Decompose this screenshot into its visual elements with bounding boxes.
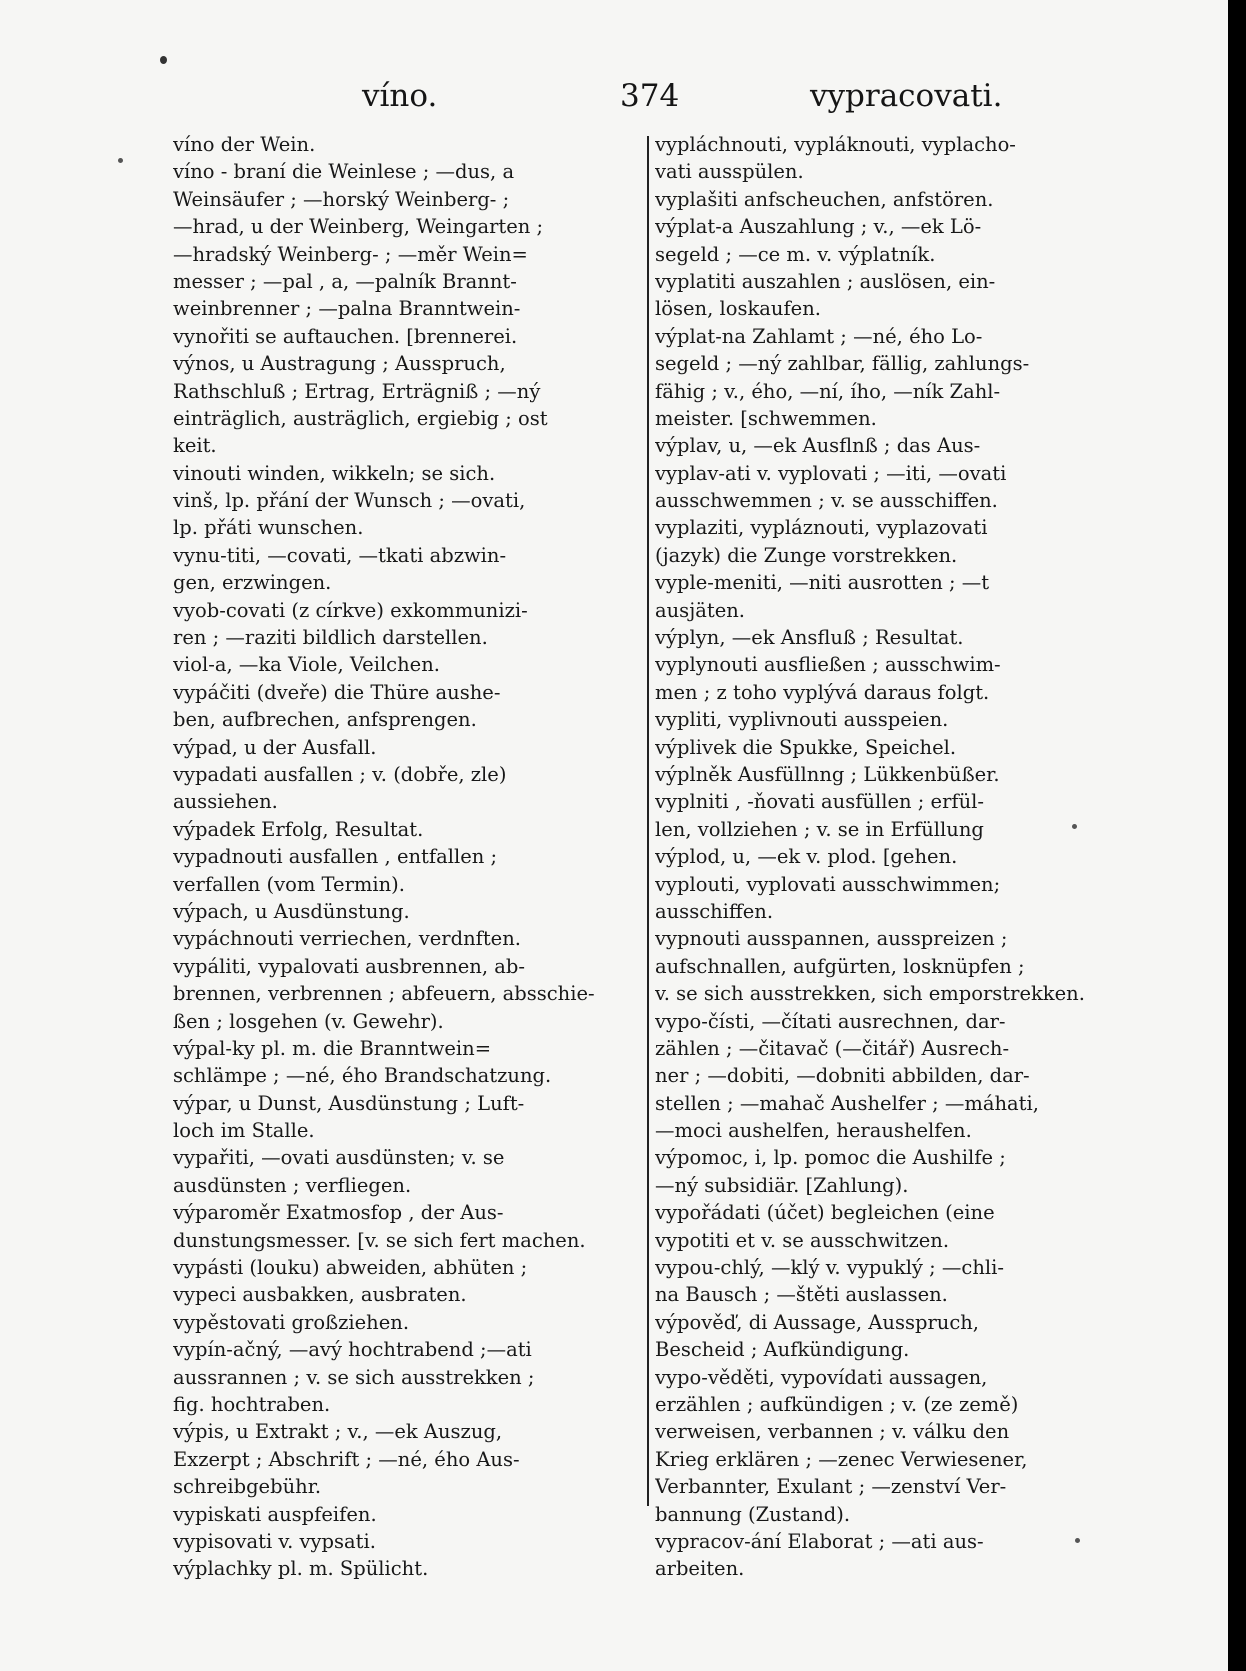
entry-line: výpověď, di Aussage, Ausspruch, — [655, 1310, 980, 1334]
entry-line: vypliti, vyplivnouti ausspeien. — [655, 708, 949, 732]
entry-line: na Bausch ; —štěti auslassen. — [655, 1283, 948, 1307]
entry-line: vyplaziti, vypláznouti, vyplazovati — [655, 516, 988, 540]
entry-line: schreibgebühr. — [173, 1475, 322, 1499]
entry-line: Weinsäufer ; —horský Weinberg- ; — [173, 187, 510, 211]
running-head — [0, 78, 1228, 118]
entry-line: vypáchnouti verriechen, verdnften. — [173, 927, 521, 951]
entry-line: zählen ; —čitavač (—čitář) Ausrech- — [655, 1036, 1010, 1060]
column-divider — [647, 136, 649, 1506]
entry-line: vinouti winden, wikkeln; se sich. — [173, 461, 496, 485]
entry-line: len, vollziehen ; v. se in Erfüllung — [655, 817, 984, 841]
entry-line: vati ausspülen. — [655, 160, 804, 184]
entry-line: vynu-titi, —covati, —tkati abzwin- — [173, 543, 507, 567]
entry-line: vypo-věděti, vypovídati aussagen, — [655, 1365, 988, 1389]
entry-line: gen, erzwingen. — [173, 571, 332, 595]
entry-line: ausschwemmen ; v. se ausschiffen. — [655, 489, 998, 513]
scan-edge — [1228, 0, 1246, 1671]
entry-line: ner ; —dobiti, —dobniti abbilden, dar- — [655, 1064, 1030, 1088]
entry-line: lp. přáti wunschen. — [173, 516, 364, 540]
entry-line: erzählen ; aufkündigen ; v. (ze země) — [655, 1392, 1019, 1416]
entry-line: viol-a, —ka Viole, Veilchen. — [173, 653, 440, 677]
entry-line: vyplašiti anfscheuchen, anfstören. — [655, 187, 994, 211]
entry-line: brennen, verbrennen ; abfeuern, absschie- — [173, 982, 595, 1006]
entry-line: výpar, u Dunst, Ausdünstung ; Luft- — [173, 1091, 525, 1115]
entry-line: výplat-na Zahlamt ; —né, ého Lo- — [655, 324, 983, 348]
entry-line: loch im Stalle. — [173, 1119, 315, 1143]
entry-line: stellen ; —mahač Aushelfer ; —máhati, — [655, 1091, 1039, 1115]
entry-line: (jazyk) die Zunge vorstrekken. — [655, 543, 958, 567]
margin-speck — [1072, 824, 1077, 829]
entry-line: meister. [schwemmen. — [655, 406, 877, 430]
entry-line: —hrad, u der Weinberg, Weingarten ; — [173, 215, 544, 239]
entry-line: aussrannen ; v. se sich ausstrekken ; — [173, 1365, 535, 1389]
margin-speck — [1075, 1538, 1080, 1543]
entry-line: ben, aufbrechen, anfsprengen. — [173, 708, 477, 732]
entry-line: schlämpe ; —né, ého Brandschatzung. — [173, 1064, 552, 1088]
entry-line: vypáčiti (dveře) die Thüre aushe- — [173, 680, 501, 704]
entry-line: výplod, u, —ek v. plod. [gehen. — [655, 845, 958, 869]
entry-line: vinš, lp. přání der Wunsch ; —ovati, — [173, 489, 526, 513]
ink-dot-mark — [160, 56, 167, 64]
entry-line: —ný subsidiär. [Zahlung). — [655, 1173, 909, 1197]
entry-line: vypadnouti ausfallen , entfallen ; — [173, 845, 498, 869]
entry-line: lösen, loskaufen. — [655, 297, 821, 321]
entry-line: výplav, u, —ek Ausflnß ; das Aus- — [655, 434, 981, 458]
page-number: 374 — [620, 78, 680, 114]
entry-line: výpomoc, i, lp. pomoc die Aushilfe ; — [655, 1146, 1006, 1170]
entry-line: vypracov-ání Elaborat ; —ati aus- — [655, 1529, 984, 1553]
entry-line: aussiehen. — [173, 790, 278, 814]
entry-line: vyplniti , -ňovati ausfüllen ; erfül- — [655, 790, 984, 814]
entry-line: výparoměr Exatmosfop , der Aus- — [173, 1201, 504, 1225]
entry-line: Exzerpt ; Abschrift ; —né, ého Aus- — [173, 1447, 520, 1471]
entry-line: dunstungsmesser. [v. se sich fert machen. — [173, 1228, 586, 1252]
entry-line: einträglich, austräglich, ergiebig ; ost — [173, 406, 548, 430]
entry-line: vypláchnouti, vypláknouti, vyplacho- — [655, 133, 1016, 156]
entry-line: verfallen (vom Termin). — [173, 872, 405, 896]
entry-line: výpal-ky pl. m. die Branntwein= — [173, 1036, 492, 1060]
entry-line: Krieg erklären ; —zenec Verwiesener, — [655, 1447, 1028, 1471]
entry-line: —hradský Weinberg- ; —měr Wein= — [173, 242, 528, 266]
entry-line: vypěstovati großziehen. — [173, 1310, 410, 1334]
entry-line: v. se sich ausstrekken, sich emporstrekken. — [655, 982, 1085, 1006]
entry-line: víno - braní die Weinlese ; —dus, a — [173, 160, 515, 184]
entry-line: vyplynouti ausfließen ; ausschwim- — [655, 653, 1001, 677]
entry-line: vynořiti se auftauchen. [brennerei. — [173, 324, 518, 348]
entry-line: výnos, u Austragung ; Ausspruch, — [173, 352, 506, 376]
entry-line: segeld ; —ný zahlbar, fällig, zahlungs- — [655, 352, 1030, 376]
left-column — [173, 131, 643, 1583]
entry-line: aufschnallen, aufgürten, losknüpfen ; — [655, 954, 1025, 978]
entry-line: výpad, u der Ausfall. — [173, 735, 377, 759]
entry-line: Verbannter, Exulant ; —zenství Ver- — [655, 1475, 1007, 1499]
entry-line: messer ; —pal , a, —palník Brannt- — [173, 269, 517, 293]
entry-line: segeld ; —ce m. v. výplatník. — [655, 242, 936, 266]
entry-line: vypeci ausbakken, ausbraten. — [173, 1283, 467, 1307]
entry-line: vypnouti ausspannen, ausspreizen ; — [655, 927, 1008, 951]
entry-line: výplněk Ausfüllnng ; Lükkenbüßer. — [655, 762, 1000, 786]
entry-line: bannung (Zustand). — [655, 1502, 851, 1526]
right-column — [655, 131, 1135, 1583]
entry-line: fähig ; v., ého, —ní, ího, —ník Zahl- — [655, 379, 1001, 403]
entry-line: vyplatiti auszahlen ; auslösen, ein- — [655, 269, 996, 293]
entry-line: vyplav-ati v. vyplovati ; —iti, —ovati — [655, 461, 1007, 485]
entry-line: Rathschluß ; Ertrag, Erträgniß ; —ný — [173, 379, 541, 403]
entry-line: vypařiti, —ovati ausdünsten; v. se — [173, 1146, 505, 1170]
entry-line: vypiskati auspfeifen. — [173, 1502, 377, 1526]
entry-line: výplyn, —ek Ansfluß ; Resultat. — [655, 626, 964, 650]
entry-line: vypáliti, vypalovati ausbrennen, ab- — [173, 954, 525, 978]
entry-line: víno der Wein. — [173, 133, 316, 156]
entry-line: vypořádati (účet) begleichen (eine — [655, 1201, 995, 1225]
entry-line: men ; z toho vyplývá daraus folgt. — [655, 680, 990, 704]
entry-line: vyob-covati (z církve) exkommunizi- — [173, 598, 528, 622]
entry-line: vyplouti, vyplovati ausschwimmen; — [655, 872, 1001, 896]
entry-line: ausdünsten ; verfliegen. — [173, 1173, 412, 1197]
entry-line: ausschiffen. — [655, 899, 774, 923]
entry-line: vypadati ausfallen ; v. (dobře, zle) — [173, 762, 507, 786]
entry-line: vypo-čísti, —čítati ausrechnen, dar- — [655, 1009, 1006, 1033]
entry-line: Bescheid ; Aufkündigung. — [655, 1338, 910, 1362]
entry-line: vypotiti et v. se ausschwitzen. — [655, 1228, 950, 1252]
entry-line: výplat-a Auszahlung ; v., —ek Lö- — [655, 215, 982, 239]
entry-line: výplivek die Spukke, Speichel. — [655, 735, 957, 759]
entry-line: ausjäten. — [655, 598, 745, 622]
entry-line: výpadek Erfolg, Resultat. — [173, 817, 424, 841]
header-right-guide-word: vypracovati. — [810, 78, 1003, 114]
entry-line: arbeiten. — [655, 1557, 745, 1581]
entry-line: vypou-chlý, —klý v. vypuklý ; —chli- — [655, 1256, 1004, 1280]
entry-line: výpach, u Ausdünstung. — [173, 899, 410, 923]
entry-line: weinbrenner ; —palna Branntwein- — [173, 297, 521, 321]
header-left-guide-word: víno. — [362, 78, 438, 114]
entry-line: verweisen, verbannen ; v. válku den — [655, 1420, 1010, 1444]
entry-line: výplachky pl. m. Spülicht. — [173, 1557, 429, 1581]
entry-line: vypisovati v. vypsati. — [173, 1529, 376, 1553]
entry-line: vypín-ačný, —avý hochtrabend ;—ati — [173, 1338, 532, 1362]
entry-line: ßen ; losgehen (v. Gewehr). — [173, 1009, 444, 1033]
margin-speck — [118, 158, 123, 163]
entry-line: —moci aushelfen, heraushelfen. — [655, 1119, 972, 1143]
entry-line: vypásti (louku) abweiden, abhüten ; — [173, 1256, 528, 1280]
entry-line: vyple-meniti, —niti ausrotten ; —t — [655, 571, 990, 595]
entry-line: ren ; —raziti bildlich darstellen. — [173, 626, 488, 650]
entry-line: keit. — [173, 434, 217, 458]
entry-line: fig. hochtraben. — [173, 1392, 331, 1416]
entry-line: výpis, u Extrakt ; v., —ek Auszug, — [173, 1420, 503, 1444]
